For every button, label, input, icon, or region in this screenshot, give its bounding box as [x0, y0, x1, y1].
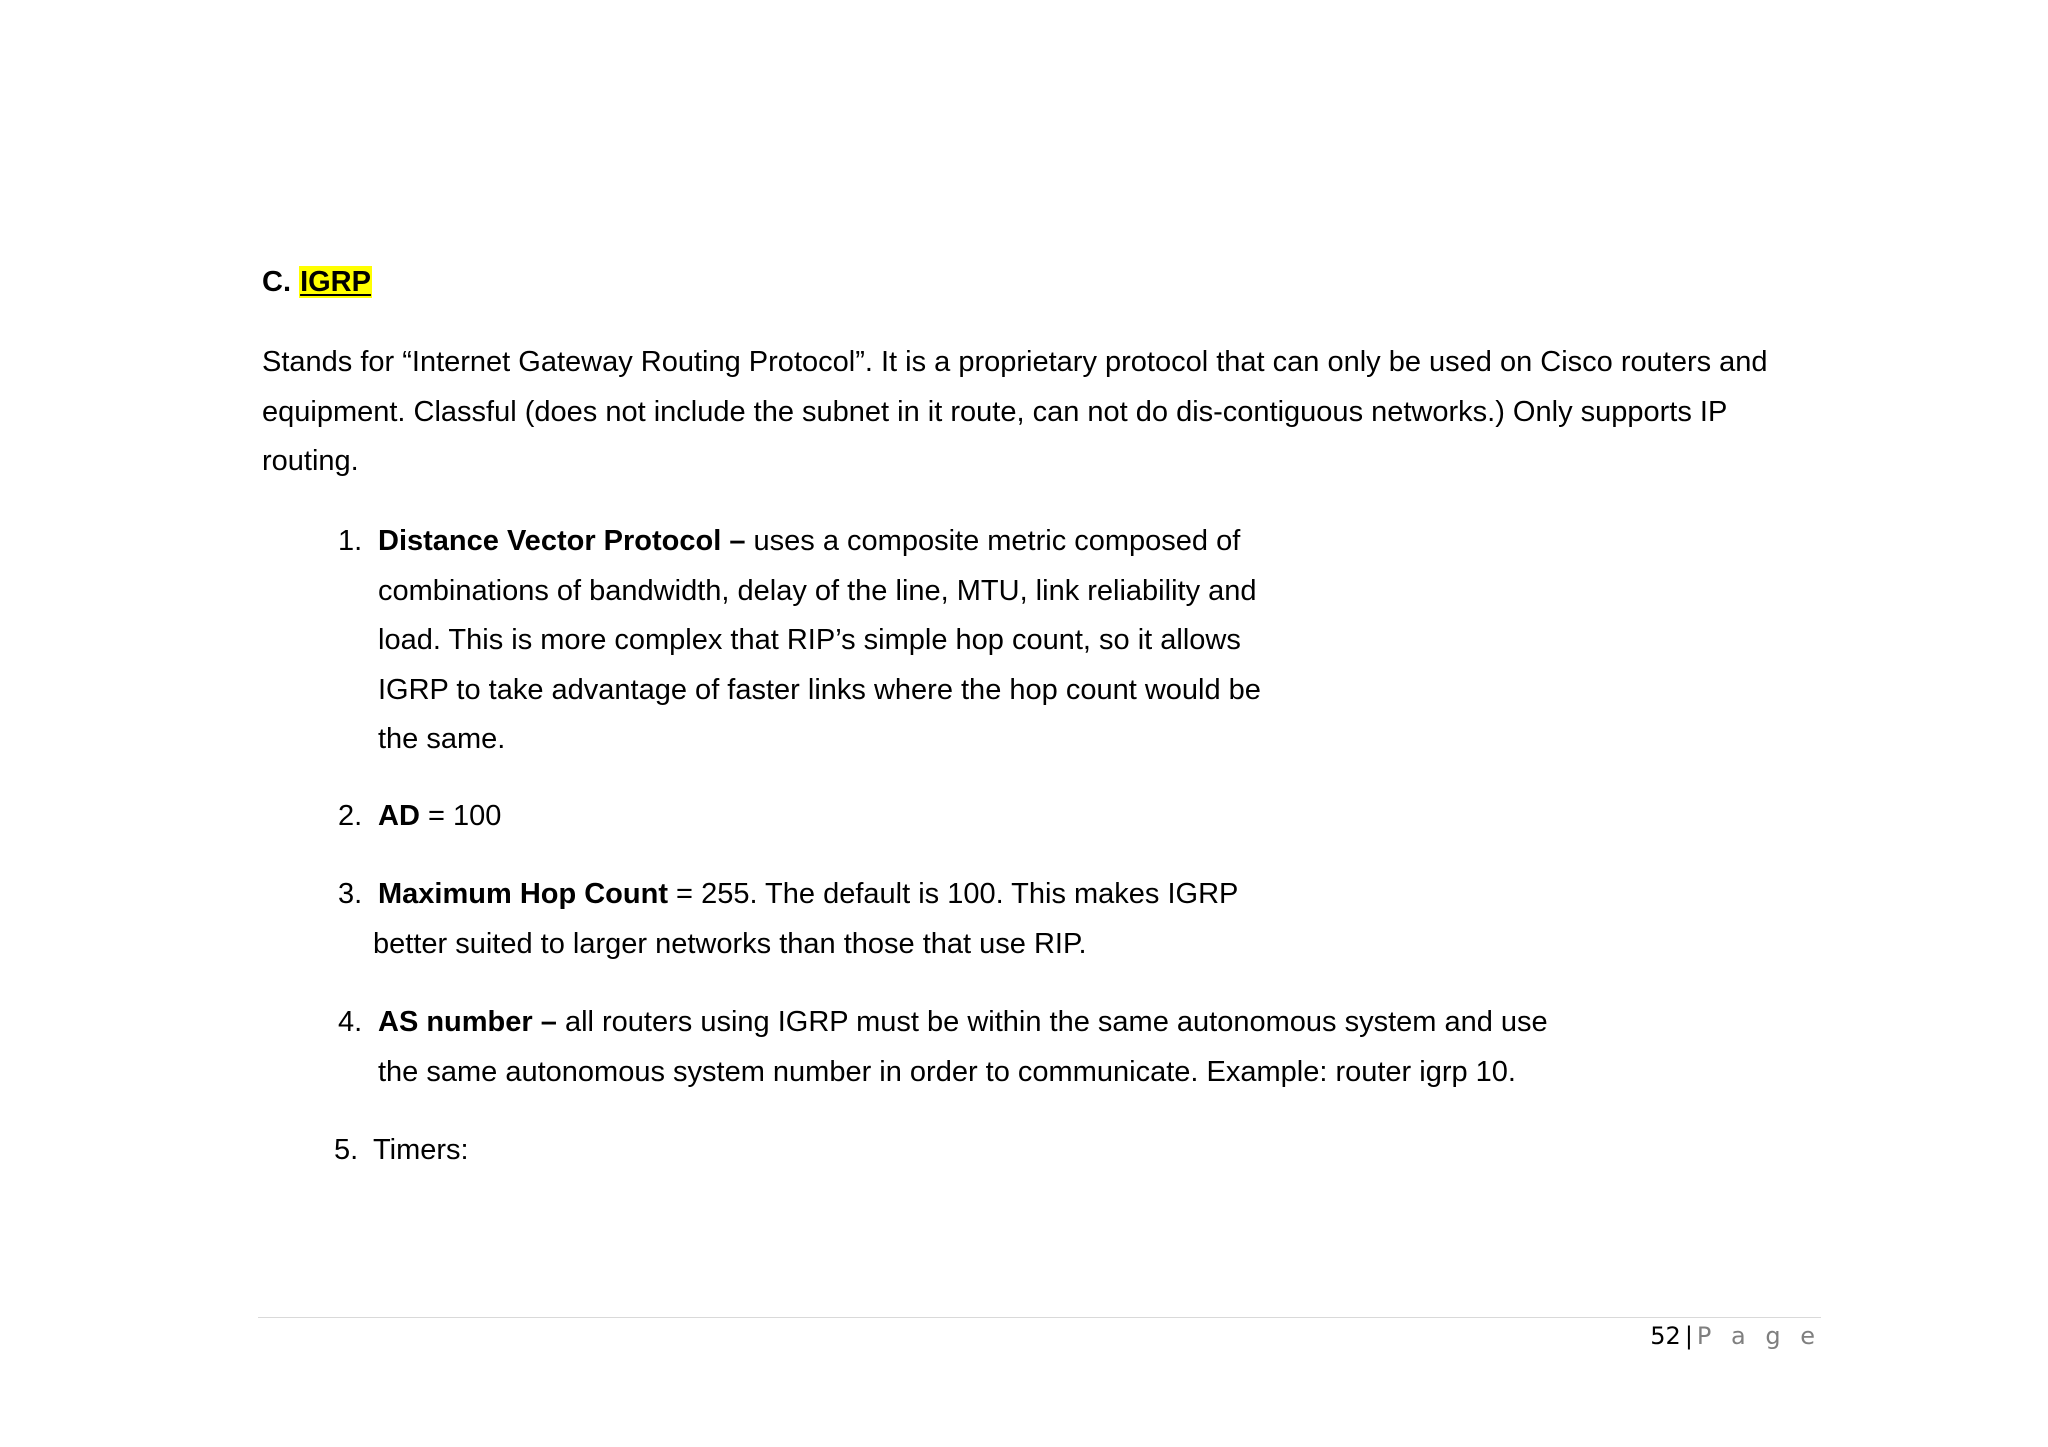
page-label: P a g e	[1696, 1322, 1821, 1350]
list-item-body	[378, 998, 1558, 1097]
list-item-number: 4.	[338, 1006, 363, 1038]
list-item-text: 255. The default is 100. This makes IGRP better suited to larger networks than those that use RIP.	[373, 878, 1238, 960]
list-item-number: 5.	[334, 1134, 359, 1166]
list-item-text: 100	[452, 800, 502, 832]
section-title-highlighted: IGRP	[300, 266, 371, 298]
list-item-body	[378, 517, 1298, 765]
list-item-connector: –	[532, 1006, 565, 1038]
list-item-term: Distance Vector Protocol	[378, 525, 722, 557]
list-item-term: AD	[378, 800, 420, 832]
intro-paragraph: Stands for “Internet Gateway Routing Protocol”. It is a proprietary protocol that can only be used on Cisco routers and equipment. Classful (does not include the subnet in it route, can not do dis-contiguous networks.) Only supports IP routing.	[262, 346, 1768, 477]
list-item-term: AS number	[378, 1006, 533, 1038]
list-item-text: Timers:	[373, 1134, 469, 1166]
footer-divider	[258, 1317, 1821, 1318]
list-item-number: 3.	[338, 878, 363, 910]
section-prefix: C.	[262, 266, 291, 298]
list-item-connector: =	[419, 800, 453, 832]
list-item-term: Maximum Hop Count	[378, 878, 668, 910]
list-item-connector: –	[721, 525, 754, 557]
list-item-connector: =	[668, 878, 702, 910]
list-item-body	[373, 1126, 873, 1176]
list-item-text: uses a composite metric composed of combinations of bandwidth, delay of the line, MTU, link reliability and load. This is more complex that RIP’s simple hop count, so it allows IGRP to take advantage of faster links where the hop count would be the same.	[378, 525, 1261, 755]
list-item-text: all routers using IGRP must be within the same autonomous system and use the same autonomous system number in order to communicate. Example: router igrp 10.	[378, 1006, 1548, 1088]
list-item-body	[373, 870, 1278, 969]
section-heading	[262, 262, 372, 302]
footer-separator: |	[1684, 1322, 1693, 1350]
page-number: 52	[1650, 1322, 1681, 1350]
list-item-number: 2.	[338, 800, 363, 832]
list-item-number: 1.	[338, 525, 363, 557]
list-item-body	[378, 792, 1278, 842]
page-footer	[1650, 1320, 1821, 1352]
